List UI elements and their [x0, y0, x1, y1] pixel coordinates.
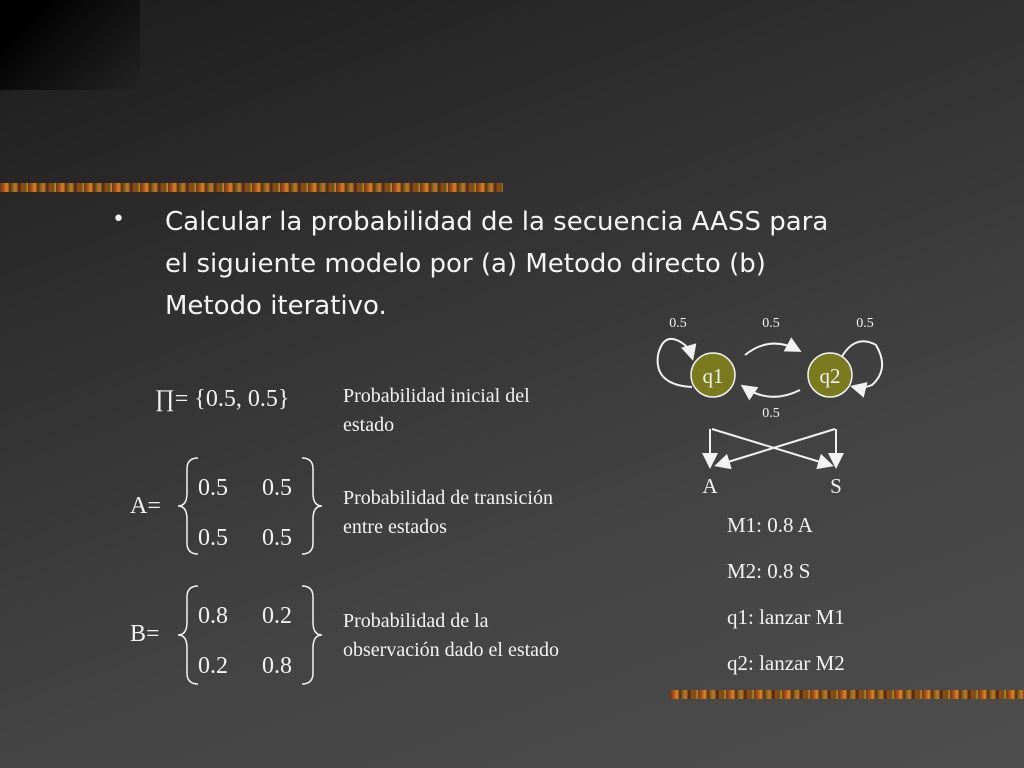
b-cell: 0.2: [198, 653, 228, 679]
decorative-strip-bottom: [670, 690, 1024, 699]
a-desc-line: entre estados: [343, 516, 447, 538]
legend-item: q1: lanzar M1: [727, 605, 845, 629]
pi-vector: ∏= {0.5, 0.5}: [155, 386, 290, 412]
observation-S: S: [830, 474, 842, 498]
question-line: Metodo iterativo.: [165, 291, 387, 321]
a-cell: 0.5: [198, 525, 228, 551]
self-loop-q1-prob: 0.5: [669, 316, 687, 331]
state-q1-label: q1: [702, 364, 724, 388]
emission-line-q2-A: [718, 429, 835, 465]
b-description: [343, 607, 559, 665]
self-loop-q2-prob: 0.5: [856, 316, 874, 331]
b-cell: 0.8: [198, 603, 228, 629]
legend-item: M1: 0.8 A: [727, 513, 813, 537]
a-matrix-label: A=: [130, 493, 161, 519]
legend-item: M2: 0.8 S: [727, 559, 811, 583]
legend-item: q2: lanzar M2: [727, 651, 845, 675]
a-desc-line: Probabilidad de transición: [343, 487, 553, 509]
hmm-diagram: [640, 305, 900, 500]
decorative-strip-top: [0, 183, 503, 192]
observation-A: A: [702, 474, 718, 498]
self-loop-q1-arrow: [658, 339, 692, 387]
a-cell: 0.5: [198, 475, 228, 501]
b-matrix-label: B=: [130, 621, 160, 647]
emission-line-q1-S: [712, 429, 830, 465]
state-q2-label: q2: [819, 364, 841, 388]
question-line: el siguiente modelo por (a) Metodo directo (b): [165, 249, 766, 279]
bullet-marker: •: [112, 207, 125, 232]
transition-q1-q2-arrow: [745, 344, 798, 355]
transition-q2-q1-prob: 0.5: [762, 406, 780, 421]
pi-desc-line: Probabilidad inicial del: [343, 385, 530, 407]
corner-square: [0, 0, 28, 22]
transition-q2-q1-arrow: [744, 387, 800, 397]
transition-q1-q2-prob: 0.5: [762, 316, 780, 331]
pi-desc-line: estado: [343, 414, 395, 436]
a-cell: 0.5: [262, 475, 292, 501]
b-desc-line: observación dado el estado: [343, 639, 560, 661]
b-cell: 0.2: [262, 603, 292, 629]
question-line: Calcular la probabilidad de la secuencia AASS para: [165, 207, 829, 237]
a-cell: 0.5: [262, 525, 292, 551]
pi-description: [343, 382, 530, 440]
b-cell: 0.8: [262, 653, 292, 679]
a-description: [343, 484, 553, 542]
b-desc-line: Probabilidad de la: [343, 610, 489, 632]
